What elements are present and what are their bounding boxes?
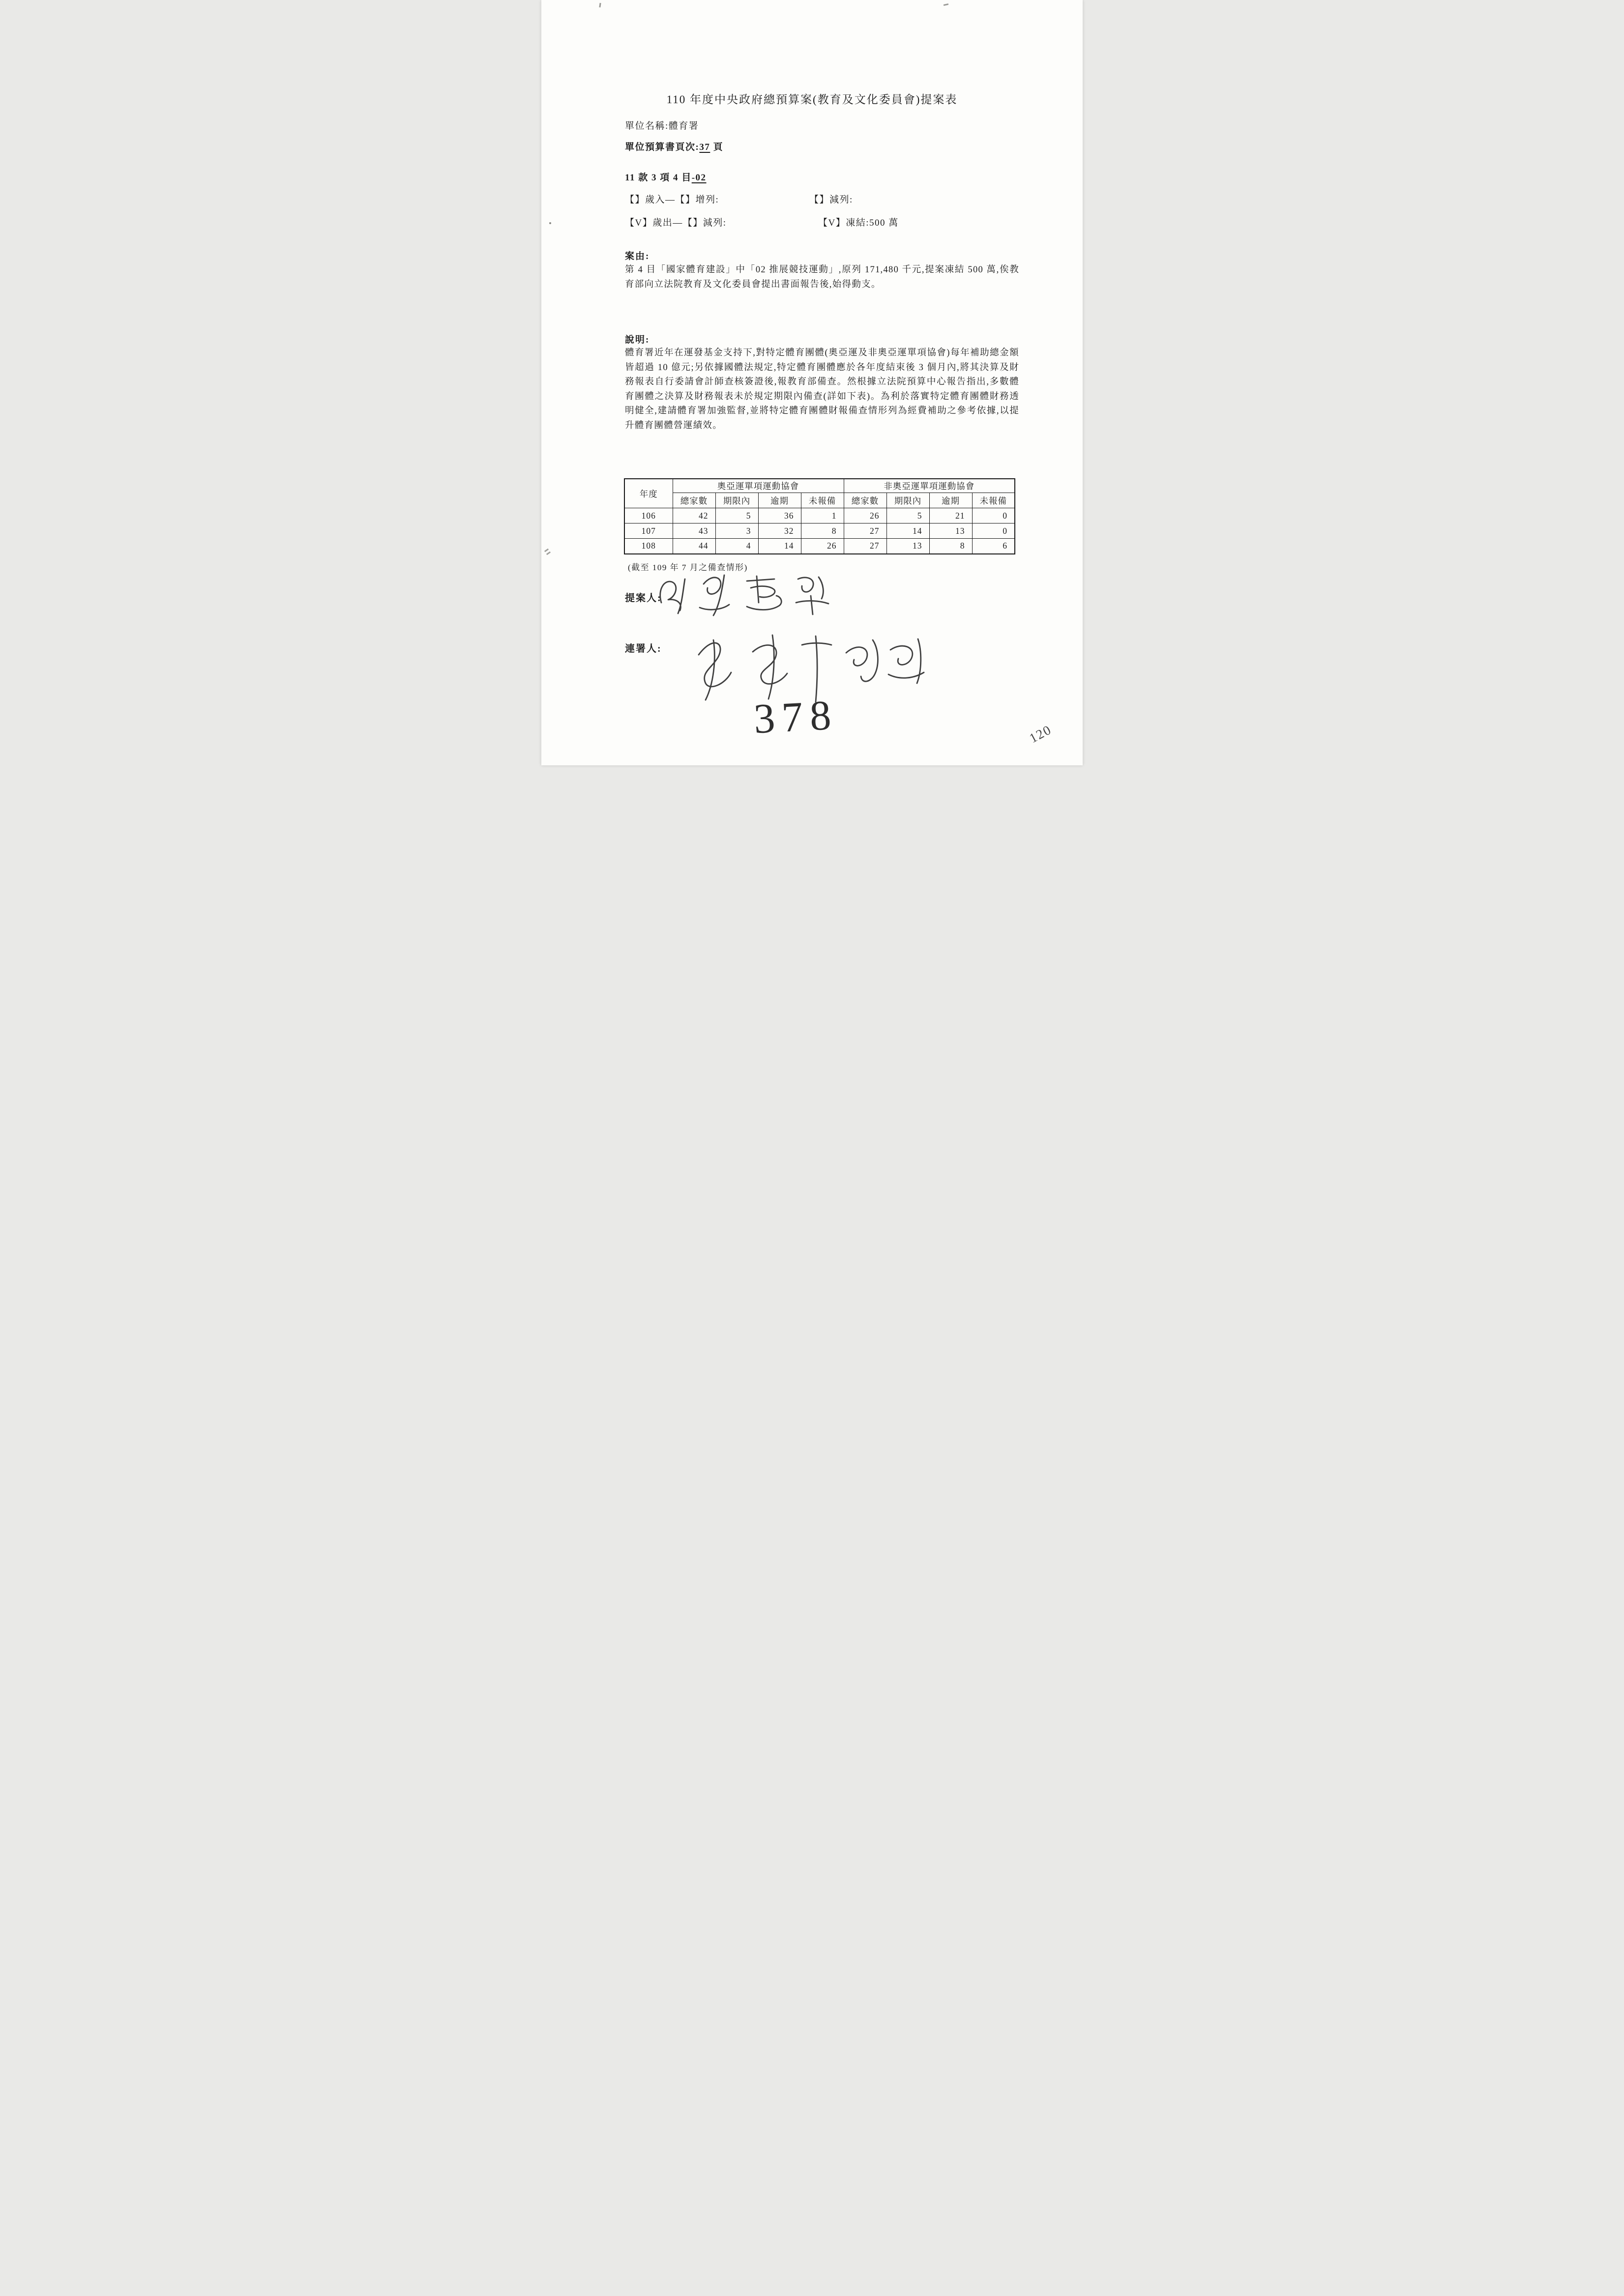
table-cell: 27 [844,523,886,539]
subheader-cell: 逾期 [758,493,801,508]
year-cell: 108 [624,539,673,554]
budget-page-ref-label: 單位預算書頁次: [625,142,700,152]
budget-item-number [625,170,707,183]
budget-page-ref-line [625,140,723,153]
table-cell: 14 [886,523,929,539]
table-cell: 32 [758,523,801,539]
expenditure-decrease-option: 【V】歲出—【】減列: [625,218,727,228]
table-cell: 26 [801,539,844,554]
budget-page-ref-value: 37 [699,142,710,152]
handwritten-page-number: 378 [752,691,839,743]
table-cell: 44 [673,539,715,554]
table-cell: 13 [886,539,929,554]
table-cell: 36 [758,508,801,523]
scanned-document-page [541,0,1083,765]
table-header-row-groups [624,479,1015,493]
document-title: 110 年度中央政府總預算案(教育及文化委員會)提案表 [666,93,958,106]
year-cell: 106 [624,508,673,523]
table-cell: 13 [929,523,972,539]
case-heading: 案由: [625,251,650,262]
table-footnote: (截至 109 年 7 月之備查情形) [628,563,748,572]
subheader-cell: 期限內 [886,493,929,508]
scan-artifact [549,222,551,224]
scan-artifact [544,549,549,552]
table-cell: 6 [972,539,1015,554]
table-row [624,539,1015,554]
table-cell: 42 [673,508,715,523]
revenue-checkbox-line [625,192,853,205]
year-header-cell: 年度 [624,479,673,508]
explanation-body: 體育署近年在運發基金支持下,對特定體育團體(奧亞運及非奧亞運單項協會)每年補助總金額皆超過 10 億元;另依據國體法規定,特定體育團體應於各年度結束後 3 個月內,將其決算及財務報表自行委請會計師查核簽證後,報教育部備查。然根據立法院預算中心報告指出,多數體育團體之決算及財務報表未於規定期限內備查(詳如下表)。為利於落實特定體育團體財務透明健全,建請體育署加強監督,並將特定體育團體財報備查情形列為經費補助之參考依據,以提升體育團體營運績效。 [625,348,1019,431]
subheader-cell: 總家數 [844,493,886,508]
scan-artifact [599,3,601,7]
table-cell: 14 [758,539,801,554]
table-cell: 27 [844,539,886,554]
subheader-cell: 未報備 [972,493,1015,508]
group2-header-cell: 非奧亞運單項運動協會 [844,479,1015,493]
revenue-increase-option: 【】歲入—【】增列: [625,195,719,205]
table-cell: 8 [929,539,972,554]
subheader-cell: 總家數 [673,493,715,508]
expenditure-freeze-option: 【V】凍結:500 萬 [818,218,899,228]
budget-item-sub: -02 [691,173,707,183]
subheader-cell: 未報備 [801,493,844,508]
table-cell: 5 [715,508,758,523]
cosigner-label: 連署人: [625,643,662,654]
table-cell: 0 [972,508,1015,523]
unit-name-line: 單位名稱:體育署 [625,121,699,131]
table-cell: 1 [801,508,844,523]
revenue-decrease-option: 【】減列: [809,195,853,205]
year-cell: 107 [624,523,673,539]
subheader-cell: 逾期 [929,493,972,508]
table-cell: 8 [801,523,844,539]
table-cell: 43 [673,523,715,539]
proposer-label: 提案人: [625,593,662,604]
table-cell: 21 [929,508,972,523]
proposer-signature [650,564,862,622]
table-cell: 26 [844,508,886,523]
budget-item-main: 11 款 3 項 4 目 [625,173,692,183]
table-cell: 5 [886,508,929,523]
case-body: 第 4 目「國家體育建設」中「02 推展競技運動」,原列 171,480 千元,提案凍結 500 萬,俟教育部向立法院教育及文化委員會提出書面報告後,始得動支。 [625,265,1019,290]
budget-page-ref-suffix: 頁 [710,142,724,152]
subheader-cell: 期限內 [715,493,758,508]
table-cell: 3 [715,523,758,539]
scan-artifact [944,3,948,6]
table-cell: 0 [972,523,1015,539]
table-row [624,508,1015,523]
table-cell: 4 [715,539,758,554]
scan-artifact [546,552,551,555]
compliance-table [624,478,1015,554]
table-header-row-subcolumns [624,493,1015,508]
group1-header-cell: 奧亞運單項運動協會 [673,479,844,493]
explanation-heading: 說明: [625,335,650,345]
corner-page-number: 120 [1027,722,1054,746]
expenditure-checkbox-line [625,215,899,229]
table-row [624,523,1015,539]
